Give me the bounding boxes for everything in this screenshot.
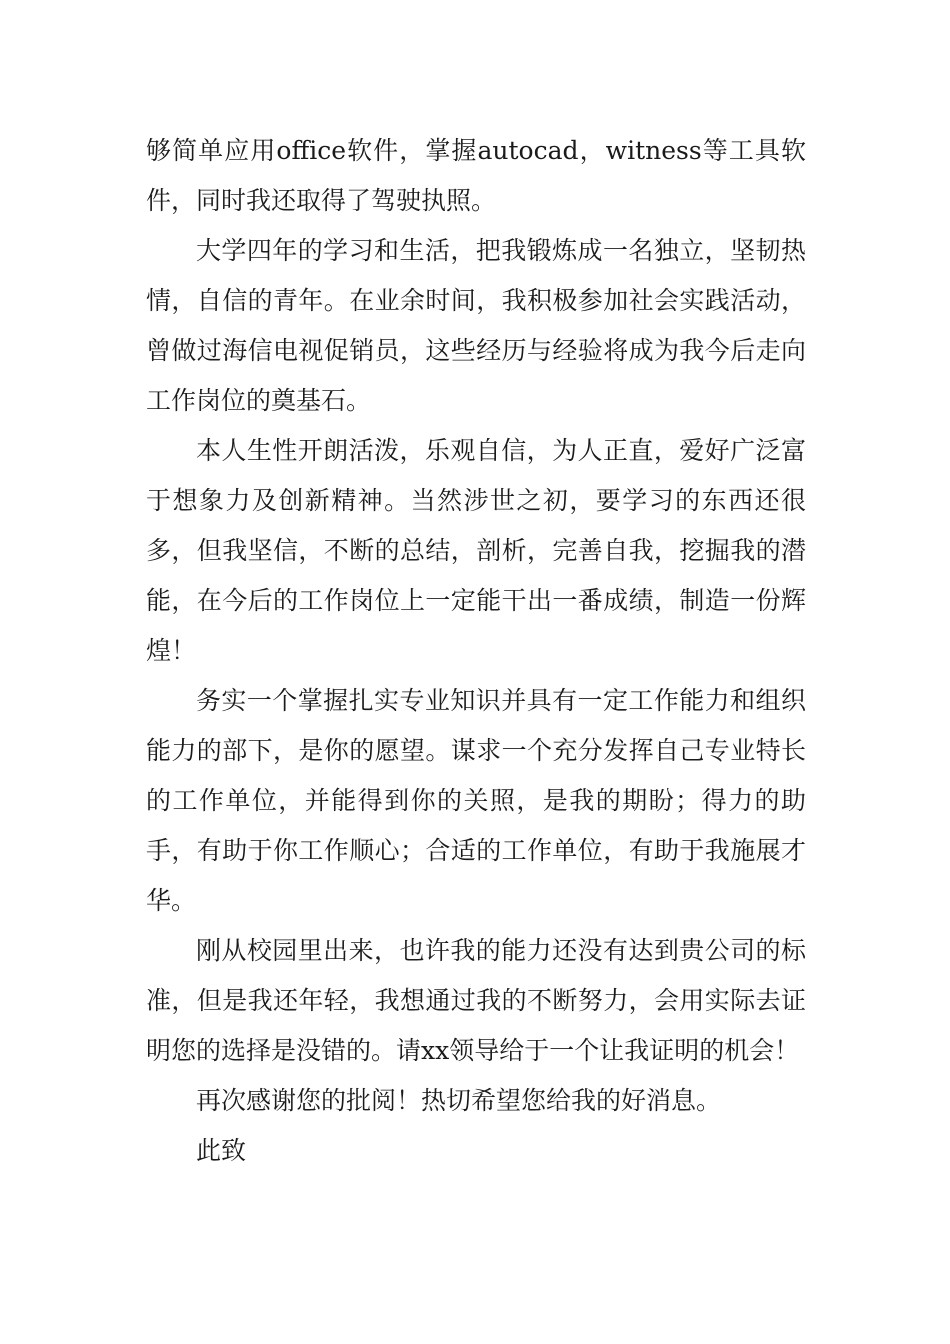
paragraph-continuation: 够简单应用office软件，掌握autocad，witness等工具软件，同时我还取得了驾驶执照。 xyxy=(146,136,806,215)
paragraph-closing: 此致 xyxy=(196,1136,247,1165)
paragraph-personality: 本人生性开朗活泼，乐观自信，为人正直，爱好广泛富于想象力及创新精神。当然涉世之初，要学习的东西还很多，但我坚信，不断的总结，剖析，完善自我，挖掘我的潜能，在今后的工作岗位上一定能干出一番成绩，制造一份辉煌！ xyxy=(146,436,806,665)
document-body xyxy=(146,126,806,1176)
paragraph-request: 刚从校园里出来，也许我的能力还没有达到贵公司的标准，但是我还年轻，我想通过我的不断努力，会用实际去证明您的选择是没错的。请xx领导给于一个让我证明的机会！ xyxy=(146,936,806,1065)
paragraph-university-experience: 大学四年的学习和生活，把我锻炼成一名独立，坚韧热情，自信的青年。在业余时间，我积极参加社会实践活动，曾做过海信电视促销员，这些经历与经验将成为我今后走向工作岗位的奠基石。 xyxy=(146,236,806,415)
paragraph-expectations: 务实一个掌握扎实专业知识并具有一定工作能力和组织能力的部下，是你的愿望。谋求一个充分发挥自己专业特长的工作单位，并能得到你的关照，是我的期盼；得力的助手，有助于你工作顺心；合适的工作单位，有助于我施展才华。 xyxy=(146,686,806,915)
paragraph-thanks: 再次感谢您的批阅！热切希望您给我的好消息。 xyxy=(196,1086,722,1115)
